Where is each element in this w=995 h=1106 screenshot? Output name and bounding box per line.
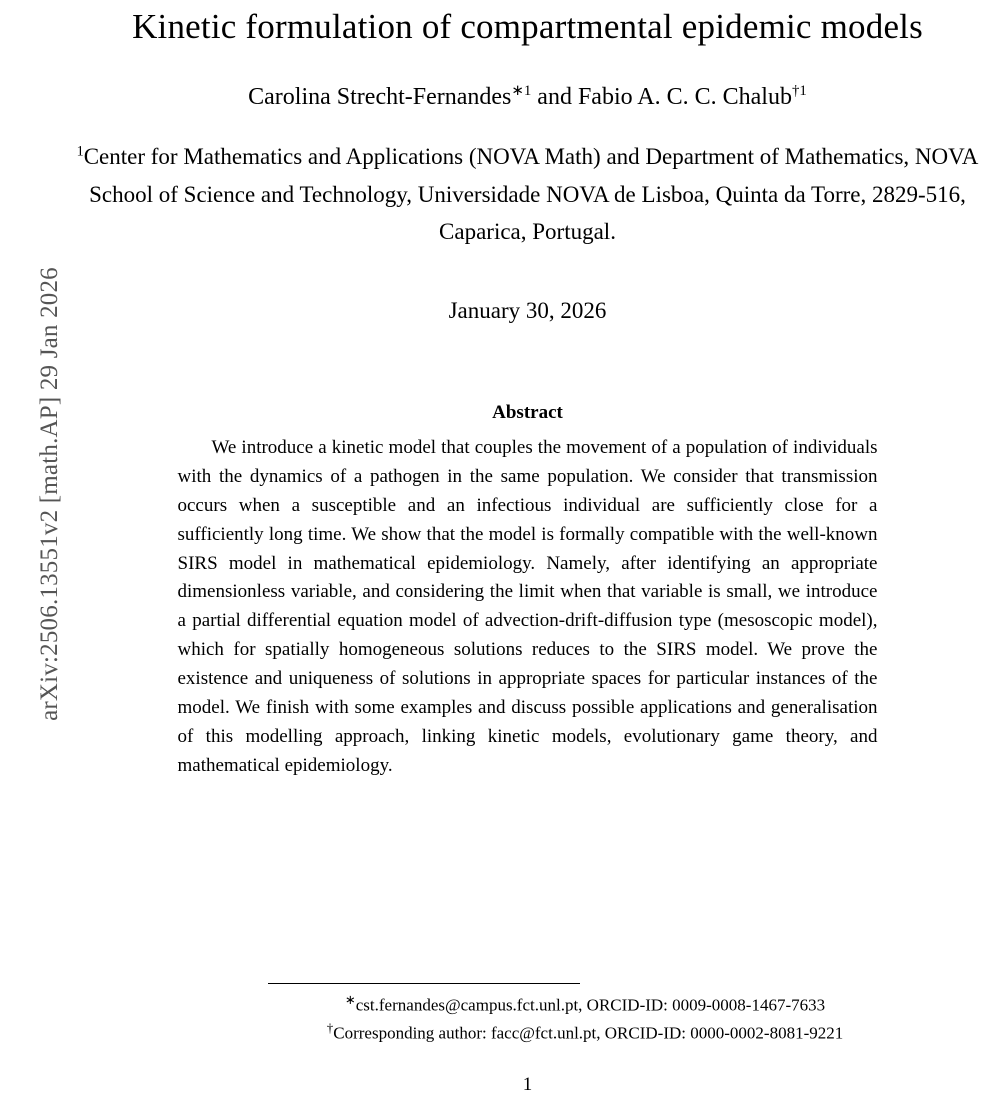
author-conjunction: and xyxy=(531,83,578,110)
author-list xyxy=(60,81,995,115)
footnote-2 xyxy=(210,1018,995,1046)
footnote-area xyxy=(210,983,995,1046)
arxiv-stamp-text: arXiv:2506.13551v2 [math.AP] 29 Jan 2026 xyxy=(36,267,63,721)
publication-date: January 30, 2026 xyxy=(448,298,607,324)
author-2-name: Fabio A. C. C. Chalub xyxy=(577,83,792,110)
footnote-1-text: cst.fernandes@campus.fct.unl.pt, ORCID-ID: 0009-0008-1467-7633 xyxy=(355,995,826,1015)
author-1-name: Carolina Strecht-Fernandes xyxy=(248,83,512,110)
affiliation-text: Center for Mathematics and Applications (NOVA Math) and Department of Mathematics, NOVA School of Science and Technology, Universidade NOVA de Lisboa, Quinta da Torre, 2829-516, Caparica, Portugal. xyxy=(83,144,979,244)
affiliation xyxy=(60,138,995,250)
page-number: 1 xyxy=(522,1074,533,1095)
author-1-marks: ∗1 xyxy=(511,82,532,99)
author-2-marks: †1 xyxy=(791,82,807,99)
footnote-1-mark: ∗ xyxy=(344,991,356,1007)
footnote-rule xyxy=(268,983,580,984)
page-title: Kinetic formulation of compartmental epidemic models xyxy=(132,7,923,46)
arxiv-stamp xyxy=(0,0,63,1106)
footnote-1 xyxy=(210,990,995,1018)
paper-page xyxy=(60,0,995,1106)
abstract-body: We introduce a kinetic model that couples the movement of a population of individuals with the dynamics of a pathogen in the same population. We consider that transmission occurs when a susceptible and an infectious individual are sufficiently close for a sufficiently long time. We show that the model is formally compatible with the well-known SIRS model in mathematical epidemiology. Namely, after identifying an appropriate dimensionless variable, and considering the limit when that variable is small, we introduce a partial differential equation model of advection-drift-diffusion type (mesoscopic model), which for spatially homogeneous solutions reduces to the SIRS model. We prove the existence and uniqueness of solutions in appropriate spaces for particular instances of the model. We finish with some examples and discuss possible applications and generalisation of this modelling approach, linking kinetic models, evolutionary game theory, and mathematical epidemiology. xyxy=(177,437,878,776)
footnote-2-text: Corresponding author: facc@fct.unl.pt, ORCID-ID: 0000-0002-8081-9221 xyxy=(333,1023,844,1043)
abstract-heading: Abstract xyxy=(492,402,563,424)
affiliation-superscript: 1 xyxy=(76,143,84,160)
footnote-2-mark: † xyxy=(326,1019,334,1035)
abstract-section xyxy=(178,402,878,781)
